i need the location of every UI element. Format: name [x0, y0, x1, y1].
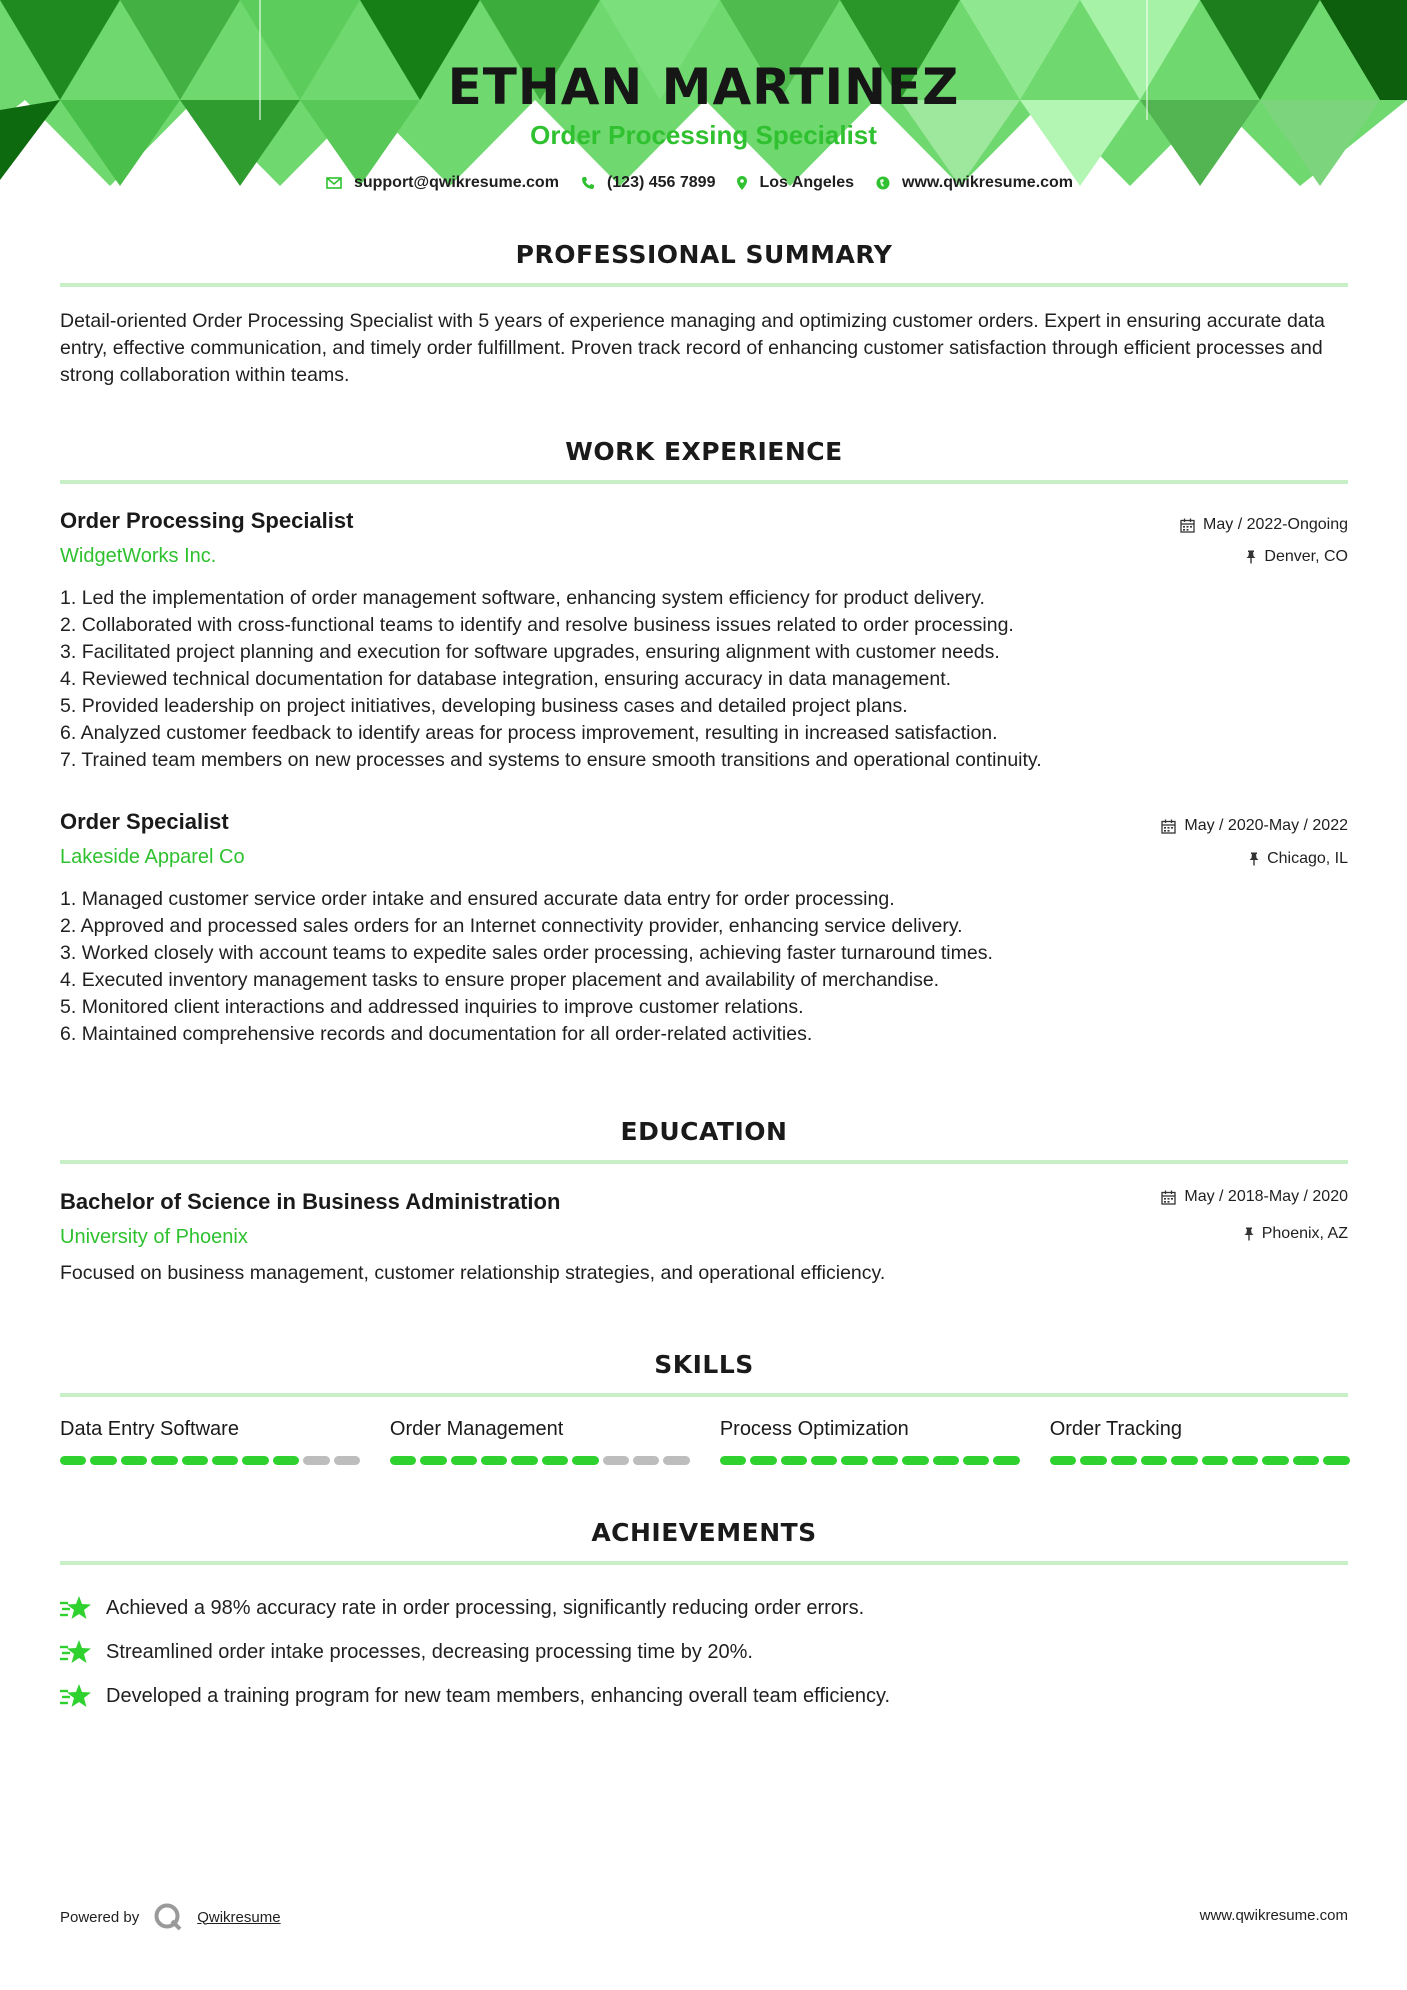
- section-divider: [60, 283, 1348, 287]
- job-title: Order Processing Specialist: [60, 508, 354, 533]
- skill-segment-filled: [182, 1456, 208, 1465]
- skill-level-bar: [60, 1456, 360, 1465]
- contact-location: [737, 174, 854, 192]
- skill-segment-empty: [603, 1456, 629, 1465]
- job-location-text: Denver, CO: [1264, 548, 1348, 565]
- list-item: 6. Analyzed customer feedback to identify areas for process improvement, resulting in increased satisfaction.: [60, 722, 998, 744]
- contact-phone-text: (123) 456 7899: [606, 174, 716, 191]
- footer-website[interactable]: www.qwikresume.com: [1199, 1907, 1348, 1924]
- skill-segment-filled: [1141, 1456, 1167, 1465]
- star-award-icon: [60, 1682, 92, 1710]
- skill-segment-filled: [781, 1456, 807, 1465]
- job-location-text: Chicago, IL: [1267, 850, 1348, 867]
- candidate-name: ETHAN MARTINEZ: [447, 58, 960, 116]
- skill-segment-filled: [90, 1456, 116, 1465]
- footer-powered-by: [60, 1902, 281, 1932]
- contact-email[interactable]: [326, 174, 559, 192]
- list-item: 2. Approved and processed sales orders for an Internet connectivity provider, enhancing service delivery.: [60, 915, 963, 937]
- skill-name: Data Entry Software: [60, 1418, 239, 1440]
- skill-segment-filled: [121, 1456, 147, 1465]
- candidate-role: Order Processing Specialist: [530, 120, 877, 150]
- skill-segment-filled: [993, 1456, 1019, 1465]
- experience-section-header: [60, 437, 1348, 484]
- section-title-summary: PROFESSIONAL SUMMARY: [515, 240, 893, 269]
- achievements-section-header: [60, 1518, 1348, 1565]
- education-section-header: [60, 1117, 1348, 1164]
- list-item: [60, 1586, 1348, 1630]
- skill-segment-empty: [303, 1456, 329, 1465]
- skill-name: Process Optimization: [719, 1418, 909, 1440]
- envelope-icon: [326, 177, 342, 189]
- phone-icon: [581, 176, 595, 190]
- skill-segment-filled: [481, 1456, 507, 1465]
- section-title-achievements: ACHIEVEMENTS: [591, 1518, 817, 1547]
- contact-website-text: www.qwikresume.com: [902, 174, 1074, 191]
- education-dates-text: May / 2018-May / 2020: [1184, 1188, 1348, 1205]
- skill-level-bar: [390, 1456, 690, 1465]
- skill-segment-filled: [572, 1456, 598, 1465]
- job-dates: [1161, 817, 1348, 835]
- qwikresume-link[interactable]: Qwikresume: [197, 1908, 281, 1926]
- skill-segment-filled: [902, 1456, 928, 1465]
- education-degree: Bachelor of Science in Business Administration: [60, 1189, 561, 1214]
- skill-level-bar: [1050, 1456, 1350, 1465]
- skill-segment-filled: [1293, 1456, 1319, 1465]
- skill-segment-empty: [633, 1456, 659, 1465]
- calendar-icon: [1161, 1190, 1176, 1205]
- qwikresume-logo-icon: [153, 1902, 183, 1932]
- skill-segment-filled: [841, 1456, 867, 1465]
- skill-segment-filled: [390, 1456, 416, 1465]
- job-bullet-list: [60, 886, 1348, 1048]
- job-dates: [1180, 516, 1348, 534]
- job-location: [1246, 548, 1348, 566]
- list-item: [60, 1674, 1348, 1718]
- pushpin-icon: [1244, 1227, 1254, 1241]
- skill-segment-filled: [963, 1456, 989, 1465]
- skill-segment-filled: [60, 1456, 86, 1465]
- list-item: 1. Managed customer service order intake and ensured accurate data entry for order processing.: [60, 888, 895, 910]
- skill-name: Order Management: [389, 1418, 564, 1440]
- skills-section-header: [60, 1350, 1348, 1397]
- contact-phone[interactable]: [581, 174, 716, 192]
- job-company: WidgetWorks Inc.: [60, 545, 217, 567]
- summary-section-header: [60, 240, 1348, 287]
- section-divider: [60, 1393, 1348, 1397]
- skill-segment-filled: [1232, 1456, 1258, 1465]
- skill-segment-filled: [1111, 1456, 1137, 1465]
- achievement-text: Achieved a 98% accuracy rate in order processing, significantly reducing order errors.: [106, 1596, 865, 1619]
- map-marker-icon: [737, 176, 747, 190]
- education-description: Focused on business management, customer relationship strategies, and operational efficiency.: [60, 1262, 886, 1284]
- achievements-list: [60, 1586, 1348, 1718]
- skill-segment-filled: [872, 1456, 898, 1465]
- skill-segment-filled: [511, 1456, 537, 1465]
- star-award-icon: [60, 1594, 92, 1622]
- skills-list: [60, 1418, 1348, 1465]
- job-dates-text: May / 2022-Ongoing: [1203, 516, 1348, 533]
- education-location-text: Phoenix, AZ: [1261, 1225, 1348, 1242]
- section-title-skills: SKILLS: [654, 1350, 754, 1379]
- achievement-text: Streamlined order intake processes, decreasing processing time by 20%.: [106, 1640, 753, 1663]
- skill-segment-filled: [1050, 1456, 1076, 1465]
- section-divider: [60, 1160, 1348, 1164]
- skill-segment-filled: [811, 1456, 837, 1465]
- achievement-text: Developed a training program for new team members, enhancing overall team efficiency.: [106, 1684, 891, 1707]
- skill-segment-filled: [1171, 1456, 1197, 1465]
- education-dates: [1161, 1188, 1348, 1206]
- skill-segment-filled: [1323, 1456, 1349, 1465]
- job-bullet-list: [60, 585, 1348, 774]
- contact-bar: [0, 174, 1407, 192]
- skill-segment-filled: [933, 1456, 959, 1465]
- skill-item: [1050, 1418, 1350, 1465]
- skill-segment-filled: [242, 1456, 268, 1465]
- skill-segment-filled: [273, 1456, 299, 1465]
- skill-segment-filled: [451, 1456, 477, 1465]
- contact-website[interactable]: [876, 174, 1073, 192]
- skill-item: [60, 1418, 360, 1465]
- skill-segment-filled: [542, 1456, 568, 1465]
- pushpin-icon: [1246, 550, 1256, 564]
- job-company: Lakeside Apparel Co: [60, 846, 245, 868]
- list-item: 3. Worked closely with account teams to expedite sales order processing, achieving faster turnaround times.: [60, 942, 993, 964]
- education-location: [1244, 1225, 1348, 1243]
- calendar-icon: [1161, 819, 1176, 834]
- powered-by-label: Powered by: [60, 1908, 140, 1926]
- skill-segment-empty: [334, 1456, 360, 1465]
- list-item: 5. Provided leadership on project initiatives, developing business cases and detailed project plans.: [60, 695, 908, 717]
- section-title-experience: WORK EXPERIENCE: [565, 437, 843, 466]
- skill-segment-filled: [420, 1456, 446, 1465]
- skill-segment-filled: [1080, 1456, 1106, 1465]
- skill-name: Order Tracking: [1049, 1418, 1182, 1440]
- list-item: 7. Trained team members on new processes and systems to ensure smooth transitions and operational continuity.: [60, 749, 1042, 771]
- list-item: 6. Maintained comprehensive records and documentation for all order-related activities.: [60, 1023, 813, 1045]
- calendar-icon: [1180, 518, 1195, 533]
- section-divider: [60, 480, 1348, 484]
- list-item: 5. Monitored client interactions and addressed inquiries to improve customer relations.: [60, 996, 804, 1018]
- star-award-icon: [60, 1638, 92, 1666]
- section-title-education: EDUCATION: [620, 1117, 788, 1146]
- skill-segment-empty: [663, 1456, 689, 1465]
- skill-segment-filled: [1262, 1456, 1288, 1465]
- list-item: 4. Executed inventory management tasks to ensure proper placement and availability of merchandise.: [60, 969, 940, 991]
- pushpin-icon: [1249, 852, 1259, 866]
- summary-text: Detail-oriented Order Processing Specialist with 5 years of experience managing and optimizing customer orders. Expert in ensuring accurate data entry, effective communication, and timely order fulfillment. Proven track record of enhancing customer satisfaction through efficient processes and strong collaboration within teams.: [60, 310, 1325, 386]
- skill-segment-filled: [1202, 1456, 1228, 1465]
- globe-icon: [876, 176, 890, 190]
- list-item: [60, 1630, 1348, 1674]
- list-item: 2. Collaborated with cross-functional teams to identify and resolve business issues related to order processing.: [60, 614, 1014, 636]
- section-divider: [60, 1561, 1348, 1565]
- education-school: University of Phoenix: [60, 1226, 248, 1248]
- skill-segment-filled: [750, 1456, 776, 1465]
- skill-segment-filled: [151, 1456, 177, 1465]
- skill-segment-filled: [720, 1456, 746, 1465]
- list-item: 3. Facilitated project planning and execution for software upgrades, ensuring alignment with customer needs.: [60, 641, 1000, 663]
- list-item: 4. Reviewed technical documentation for database integration, ensuring accuracy in data management.: [60, 668, 952, 690]
- contact-email-text: support@qwikresume.com: [353, 174, 559, 191]
- skill-item: [720, 1418, 1020, 1465]
- skill-segment-filled: [212, 1456, 238, 1465]
- job-dates-text: May / 2020-May / 2022: [1184, 817, 1348, 834]
- job-title: Order Specialist: [60, 809, 229, 834]
- list-item: 1. Led the implementation of order management software, enhancing system efficiency for product delivery.: [60, 587, 985, 609]
- skill-item: [390, 1418, 690, 1465]
- job-location: [1249, 850, 1348, 868]
- contact-location-text: Los Angeles: [759, 174, 855, 191]
- skill-level-bar: [720, 1456, 1020, 1465]
